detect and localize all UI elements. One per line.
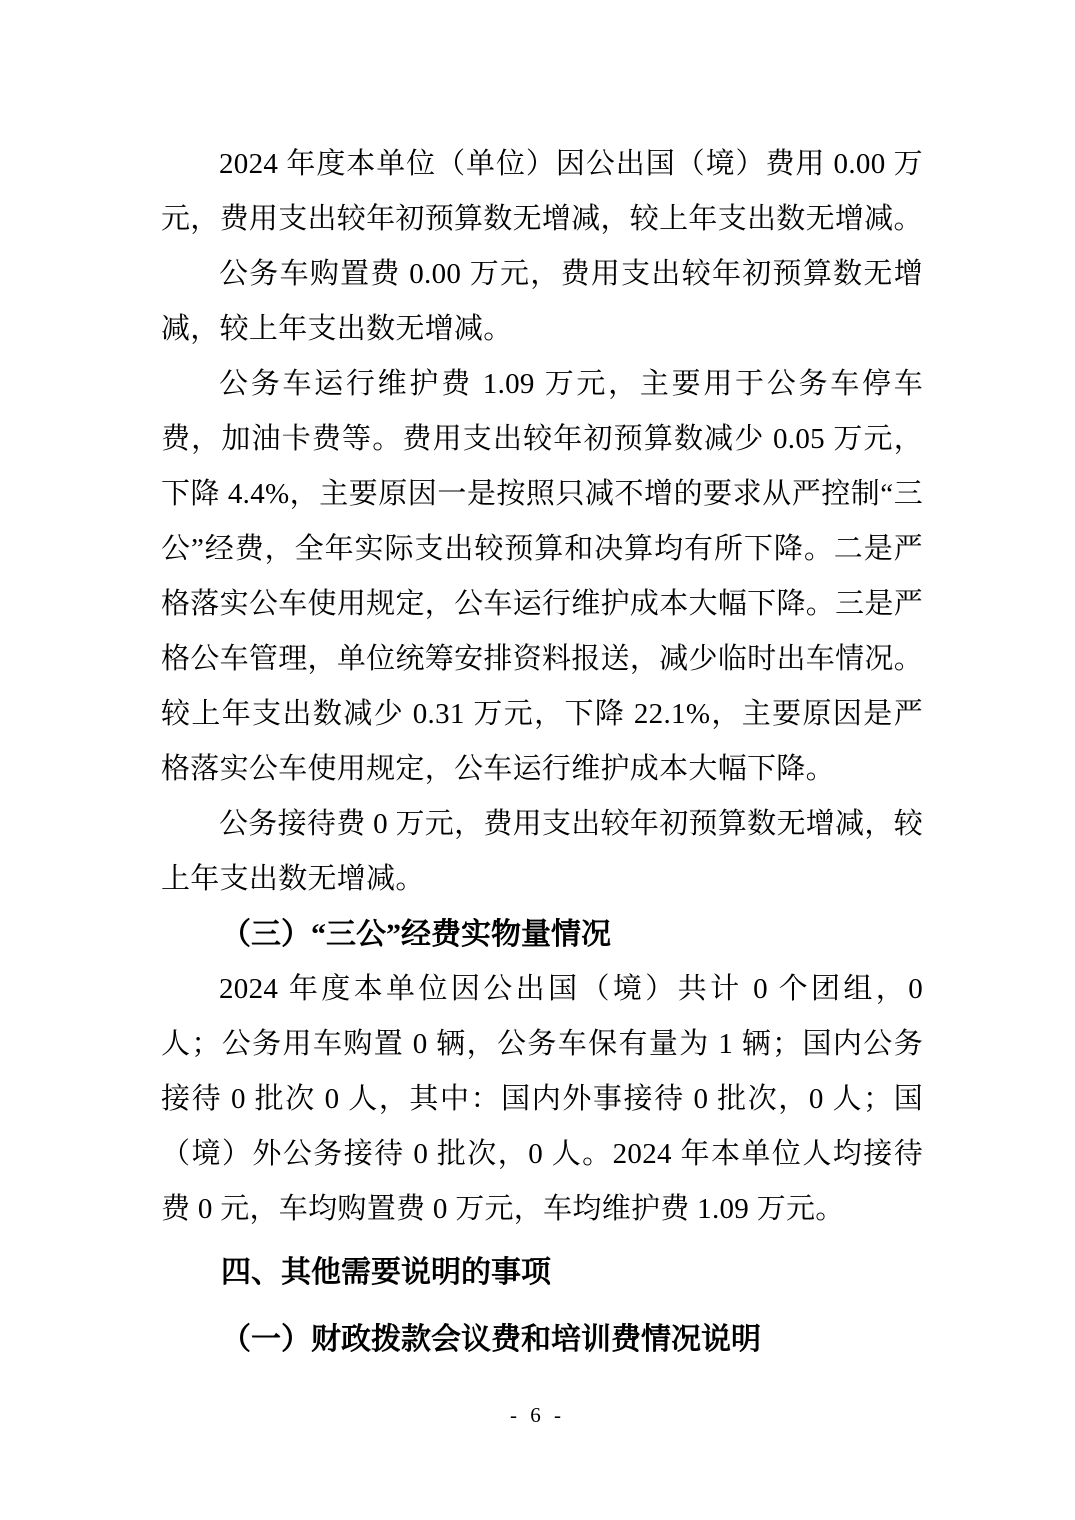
paragraph-physical-quantity-detail: 2024 年度本单位因公出国（境）共计 0 个团组，0 人；公务用车购置 0 辆，公务车保有量为 1 辆；国内公务接待 0 批次 0 人，其中：国内外事接待 0 批次，0 人；国（境）外公务接待 0 批次，0 人。2024 年本单位人均接待费 0 元，车均购置费 0 万元，车均维护费 1.09 万元。 xyxy=(161,973,923,1225)
section-heading-three-public-physical-quantity: （三）“三公”经费实物量情况 xyxy=(221,918,611,951)
section-heading-meeting-training-fees: （一）财政拨款会议费和培训费情况说明 xyxy=(221,1323,761,1356)
paragraph-reception-expense: 公务接待费 0 万元，费用支出较年初预算数无增减，较上年支出数无增减。 xyxy=(161,808,923,895)
document-body xyxy=(161,137,923,1367)
paragraph-vehicle-maintenance-expense: 公务车运行维护费 1.09 万元，主要用于公务车停车费，加油卡费等。费用支出较年初预算数减少 0.05 万元，下降 4.4%，主要原因一是按照只减不增的要求从严控制“三公”经费，全年实际支出较预算和决算均有所下降。二是严格落实公车使用规定，公车运行维护成本大幅下降。三是严格公车管理，单位统筹安排资料报送，减少临时出车情况。较上年支出数减少 0.31 万元，下降 22.1%，主要原因是严格落实公车使用规定，公车运行维护成本大幅下降。 xyxy=(161,368,923,785)
section-heading-other-matters: 四、其他需要说明的事项 xyxy=(221,1256,551,1289)
page-number: - 6 - xyxy=(510,1403,565,1427)
paragraph-abroad-expense: 2024 年度本单位（单位）因公出国（境）费用 0.00 万元，费用支出较年初预算数无增减，较上年支出数无增减。 xyxy=(161,148,923,235)
paragraph-vehicle-purchase-expense: 公务车购置费 0.00 万元，费用支出较年初预算数无增减，较上年支出数无增减。 xyxy=(161,258,923,345)
